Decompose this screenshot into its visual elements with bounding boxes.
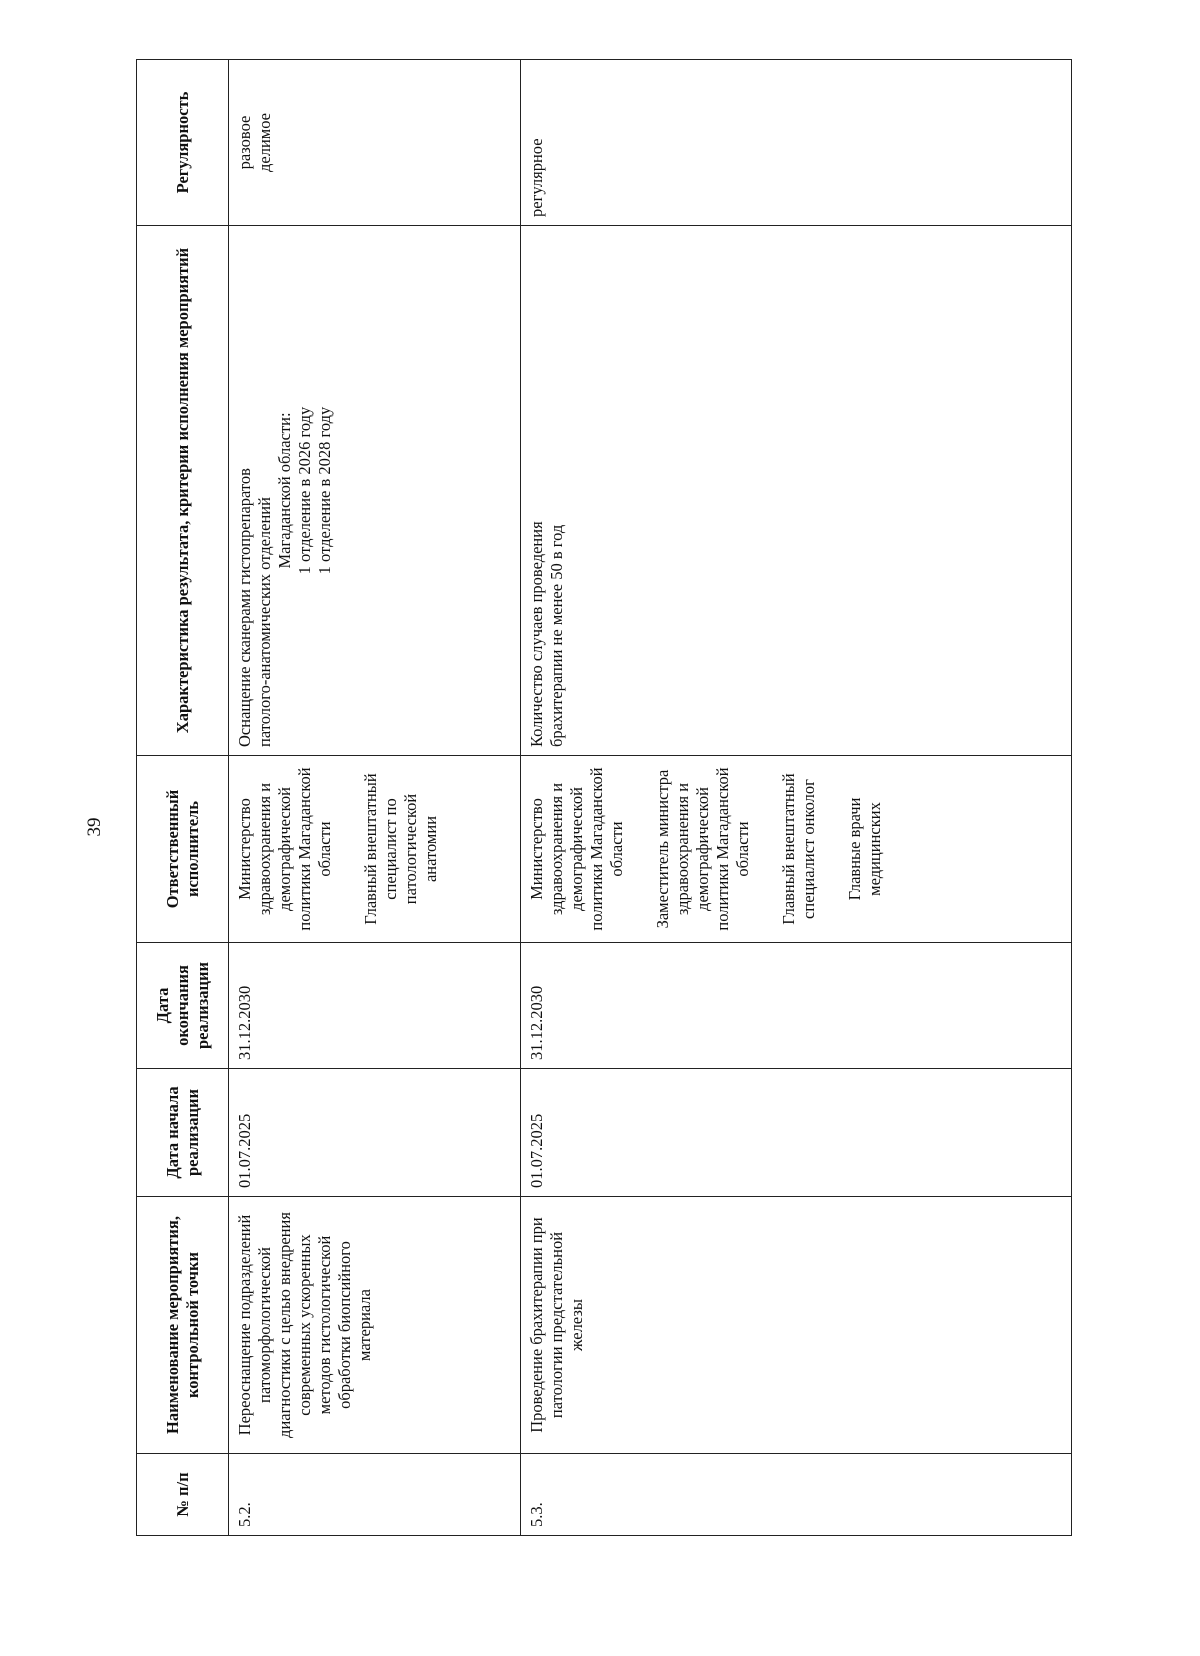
header-end: Дата окончания реализации	[137, 943, 229, 1069]
row-responsible	[229, 756, 521, 943]
header-num: № п/п	[137, 1454, 229, 1536]
row-num: 5.3.	[521, 1454, 1072, 1536]
header-name: Наименование мероприятия, контрольной точки	[137, 1197, 229, 1454]
row-end-date: 31.12.2030	[521, 943, 1072, 1069]
result-line: Количество случаев проведения	[527, 521, 547, 747]
result-line: 1 отделение в 2028 году	[315, 406, 334, 575]
result-line: 1 отделение в 2026 году	[295, 406, 314, 575]
header-responsible: Ответственный исполнитель	[137, 756, 229, 943]
row-start-date: 01.07.2025	[521, 1069, 1072, 1197]
table-header-row	[137, 60, 229, 1536]
responsible-entry: Главный внештатный специалист онколог	[779, 773, 819, 925]
responsible-entry: Министерство здравоохранения и демографической политики Магаданской области	[235, 767, 334, 931]
row-name: Переоснащение подразделений патоморфологической диагностики с целью внедрения современных ускоренных методов гистологической обработки биопсийного материала	[229, 1197, 521, 1454]
header-result: Характеристика результата, критерии исполнения мероприятий	[137, 226, 229, 756]
responsible-entry: Главный внештатный специалист по патологической анатомии	[361, 773, 440, 925]
row-result	[521, 226, 1072, 756]
result-line: патолого-анатомических отделений	[255, 497, 274, 747]
row-regularity: разовое делимое	[229, 60, 521, 226]
measures-table	[136, 59, 1072, 1536]
result-line: Магаданской области:	[275, 412, 294, 569]
responsible-entry: Заместитель министра здравоохранения и демографической политики Магаданской области	[653, 767, 753, 931]
table-row	[521, 60, 1072, 1536]
row-name: Проведение брахитерапии при патологии предстательной железы	[521, 1197, 1072, 1454]
responsible-entry: Главные врачи медицинских	[845, 797, 885, 901]
table-row	[229, 60, 521, 1536]
result-line: Оснащение сканерами гистопрепаратов	[235, 468, 254, 747]
row-result	[229, 226, 521, 756]
result-line: брахитерапии не менее 50 в год	[547, 524, 567, 747]
row-regularity: регулярное	[521, 60, 1072, 226]
row-start-date: 01.07.2025	[229, 1069, 521, 1197]
header-start: Дата начала реализации	[137, 1069, 229, 1197]
header-regularity: Регулярность	[137, 60, 229, 226]
measures-table-rotated	[136, 60, 1072, 1536]
row-end-date: 31.12.2030	[229, 943, 521, 1069]
row-num: 5.2.	[229, 1454, 521, 1536]
page-number: 39	[84, 817, 105, 837]
row-responsible	[521, 756, 1072, 943]
responsible-entry: Министерство здравоохранения и демографической политики Магаданской области	[527, 767, 627, 931]
